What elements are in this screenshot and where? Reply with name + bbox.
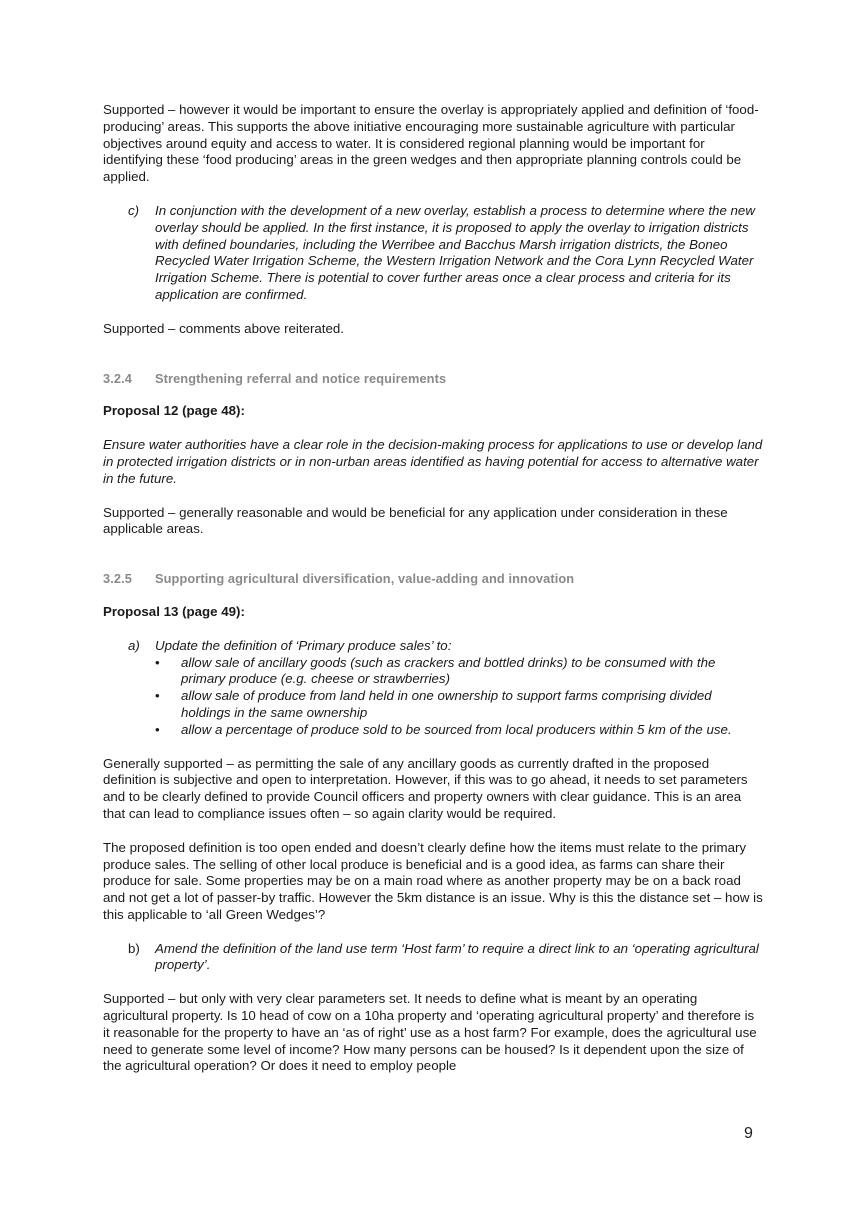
page-body	[103, 102, 763, 1075]
heading-number: 3.2.4	[103, 370, 132, 386]
section-heading-3-2-4	[103, 371, 763, 388]
paragraph-host-farm-parameters: Supported – but only with very clear parameters set. It needs to define what is meant by an operating agricultural property. Is 10 head of cow on a 10ha property and ‘operating agricultural property’ and therefore is it reasonable for the property to have an ‘as of right’ use as a host farm? For example, does the agricultural use need to generate some level of income? How many persons can be housed? Is it dependent upon the size of the agricultural operation? Or does it need to employ people	[103, 991, 757, 1074]
proposal-item-a	[103, 638, 763, 655]
paragraph-generally-reasonable: Supported – generally reasonable and would be beneficial for any application under consideration in these applicable areas.	[103, 504, 728, 537]
paragraph-open-ended-definition: The proposed definition is too open ended and doesn’t clearly define how the items must relate to the primary produce sales. The selling of other local produce is beneficial and is a good idea, as farms can share their produce for sale. Some properties may be on a main road where as another property may be on a back road and not get a lot of passer-by traffic. However the 5km distance is an issue. Why is this the distance set – how is this applicable to ‘all Green Wedges’?	[103, 839, 763, 922]
paragraph-comments-reiterated: Supported – comments above reiterated.	[103, 320, 344, 336]
proposal-12-text: Ensure water authorities have a clear role in the decision-making process for applications to use or develop land in protected irrigation districts or in non-urban areas identified as having potential for access to alternative water in the future.	[103, 437, 763, 486]
page-number: 9	[744, 1125, 753, 1142]
paragraph-generally-supported: Generally supported – as permitting the sale of any ancillary goods as currently drafted in the proposed definition is subjective and open to interpretation. However, if this was to go ahead, it needs to set parameters and to be clearly defined to provide Council officers and property owners with clear guidance. This is an area that can lead to compliance issues often – so again clarity would be required.	[103, 755, 748, 821]
item-c-label: c)	[128, 202, 140, 218]
heading-title: Supporting agricultural diversification, value-adding and innovation	[155, 571, 575, 587]
item-b-text: Amend the definition of the land use term ‘Host farm’ to require a direct link to an ‘operating agricultural property’.	[155, 940, 759, 973]
list-item: • allow sale of ancillary goods (such as crackers and bottled drinks) to be consumed with the primary produce (e.g. cheese or strawberries)	[181, 655, 763, 689]
proposal-item-c	[103, 203, 763, 304]
bullet-list	[103, 655, 763, 739]
list-item: • allow sale of produce from land held in one ownership to support farms comprising divided holdings in the same ownership	[181, 688, 763, 722]
list-item: • allow a percentage of produce sold to be sourced from local producers within 5 km of the use.	[181, 722, 763, 739]
proposal-item-b	[103, 941, 763, 975]
item-b-label: b)	[128, 940, 140, 956]
heading-number: 3.2.5	[103, 571, 132, 587]
heading-title: Strengthening referral and notice requirements	[155, 370, 447, 386]
section-heading-3-2-5	[103, 571, 763, 588]
item-c-text: In conjunction with the development of a new overlay, establish a process to determine where the new overlay should be applied. In the first instance, it is proposed to apply the overlay to irrigation districts with defined boundaries, including the Werribee and Bacchus Marsh irrigation districts, the Boneo Recycled Water Irrigation Scheme, the Western Irrigation Network and the Cora Lynn Recycled Water Irrigation Scheme. There is potential to cover further areas once a clear process and criteria for its application are confirmed.	[155, 202, 755, 302]
item-a-text: Update the definition of ‘Primary produce sales’ to:	[155, 637, 452, 653]
item-a-label: a)	[128, 637, 140, 653]
proposal-13-title: Proposal 13 (page 49):	[103, 603, 245, 619]
proposal-12-title: Proposal 12 (page 48):	[103, 403, 245, 419]
paragraph-supported-overlay: Supported – however it would be important to ensure the overlay is appropriately applied and definition of ‘food-producing’ areas. This supports the above initiative encouraging more sustainable agriculture with particular objectives around equity and access to water. It is considered regional planning would be important for identifying these ‘food producing’ areas in the green wedges and then appropriate planning controls could be applied.	[103, 102, 759, 185]
